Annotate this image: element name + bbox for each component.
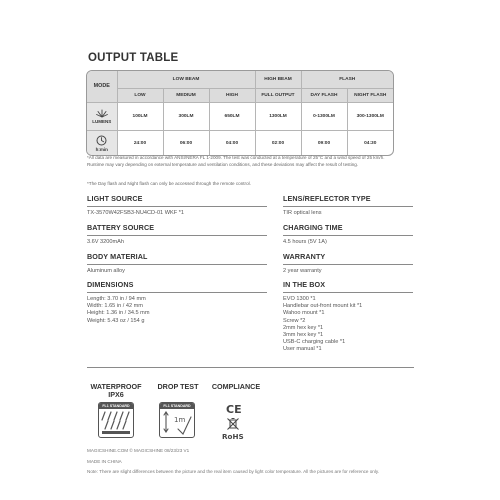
divider (87, 235, 267, 236)
lumens-high: 650LM (209, 102, 255, 130)
lumens-row (87, 102, 393, 130)
box-item: 2mm hex key *1 (283, 324, 324, 331)
drop-test-icon (160, 409, 194, 437)
footnote-flash: *The Day flash and Night flash can only be accessed through the remote control. (87, 181, 251, 186)
spec-value: TX-3570W42FSB3-NU4CD-01 WKF *1 (87, 210, 184, 216)
spec-charging-time (283, 223, 413, 246)
spec-title: IN THE BOX (283, 280, 326, 289)
box-item: USB-C charging cable *1 (283, 339, 346, 346)
spec-title: BATTERY SOURCE (87, 223, 155, 232)
drop-height-label: 1m (174, 416, 186, 424)
divider (87, 206, 267, 207)
runtime-full-output: 02:00 (255, 130, 301, 156)
spec-title: DIMENSIONS (87, 280, 134, 289)
runtime-high: 04:00 (209, 130, 255, 156)
lumens-label: LUMENS (92, 118, 112, 124)
divider (87, 292, 267, 293)
runtime-low: 24:00 (117, 130, 163, 156)
waterproof-band: FL1 STANDARD (99, 403, 133, 409)
section-divider (87, 367, 414, 368)
divider (283, 206, 413, 207)
rain-icon (99, 409, 133, 437)
spec-title: LENS/REFLECTOR TYPE (283, 194, 371, 203)
divider (283, 235, 413, 236)
spec-value-list (283, 296, 413, 354)
divider (283, 292, 413, 293)
spec-dimensions (87, 280, 267, 325)
waterproof-heading (87, 383, 145, 399)
spec-line: Width: 1.65 in / 42 mm (87, 303, 143, 310)
spec-value: Aluminum alloy (87, 268, 125, 274)
spec-line: Height: 1.36 in / 34.5 mm (87, 310, 150, 317)
rohs-mark: RoHS (222, 432, 244, 441)
spec-title: LIGHT SOURCE (87, 194, 143, 203)
drop-test-title: DROP TEST (157, 382, 199, 391)
box-item: User manual *1 (283, 346, 322, 353)
waterproof-rating: IPX6 (108, 390, 124, 399)
runtime-medium: 06:00 (163, 130, 209, 156)
spec-value: 3.6V 3200mAh (87, 239, 125, 245)
lumens-day-flash: 0-1300LM (301, 102, 347, 130)
runtime-day-flash: 09:00 (301, 130, 347, 156)
col-medium: MEDIUM (163, 88, 209, 102)
box-item: Handlebar out-front mount kit *1 (283, 303, 363, 310)
output-table (86, 70, 394, 156)
ce-mark: CE (226, 403, 242, 416)
box-item: Wahoo mount *1 (283, 310, 325, 317)
spec-battery-source (87, 223, 267, 246)
spec-warranty (283, 252, 413, 275)
box-item: EVO 1300 *1 (283, 296, 316, 302)
compliance-title: COMPLIANCE (211, 382, 261, 391)
runtime-row-header (87, 130, 117, 156)
footer-copyright: MAGICSHINE.COM © MAGICSHINE 08/23/23 V1 (87, 448, 190, 453)
spec-lens-reflector (283, 194, 413, 217)
drop-test-badge (159, 402, 195, 438)
footnote-ansi: *All data are measured in accordance with ANSI/NERA FL 1-2009. The test was conducted at a temperature of 25°C and a wind speed of 25 km/h. Runtime may vary depending on external temperature and ventilation conditions, and these deviations may affect the result of testing. (87, 155, 385, 168)
spec-title: CHARGING TIME (283, 223, 343, 232)
lumens-full-output: 1300LM (255, 102, 301, 130)
weee-bin-icon (226, 417, 240, 431)
runtime-row (87, 130, 393, 156)
footer-note: Note: There are slight differences between the picture and the real item caused by light color temperature. All the pictures are for reference only. (87, 469, 380, 474)
col-low: LOW (117, 88, 163, 102)
runtime-label: h:min (95, 147, 108, 153)
col-full-output: FULL OUTPUT (255, 88, 301, 102)
col-high: HIGH (209, 88, 255, 102)
spec-value: TIR optical lens (283, 210, 322, 216)
spec-light-source (87, 194, 267, 217)
spec-value-list (87, 296, 267, 325)
lumens-row-header (87, 102, 117, 130)
runtime-night-flash: 04:30 (347, 130, 393, 156)
group-high-beam: HIGH BEAM (255, 71, 301, 88)
spec-title: WARRANTY (283, 252, 326, 261)
footer-origin: MADE IN CHINA (87, 459, 122, 464)
divider (283, 264, 413, 265)
spec-body-material (87, 252, 267, 275)
drop-test-band: FL1 STANDARD (160, 403, 194, 409)
spec-value: 4.5 hours (5V 1A) (283, 239, 327, 245)
lumens-night-flash: 300-1300LM (347, 102, 393, 130)
waterproof-title: WATERPROOF (90, 382, 142, 391)
col-night-flash: NIGHT FLASH (347, 88, 393, 102)
output-table-title: OUTPUT TABLE (88, 52, 179, 64)
waterproof-badge (98, 402, 134, 438)
clock-icon (96, 135, 107, 146)
light-burst-icon (96, 109, 108, 118)
spec-title: BODY MATERIAL (87, 252, 148, 261)
spec-value: 2 year warranty (283, 268, 322, 274)
spec-line: Length: 3.70 in / 94 mm (87, 296, 146, 302)
col-day-flash: DAY FLASH (301, 88, 347, 102)
lumens-medium: 300LM (163, 102, 209, 130)
box-item: 3mm hex key *1 (283, 332, 324, 339)
divider (87, 264, 267, 265)
group-low-beam: LOW BEAM (117, 71, 255, 88)
lumens-low: 100LM (117, 102, 163, 130)
box-item: Screw *2 (283, 317, 306, 324)
group-flash: FLASH (301, 71, 393, 88)
spec-line: Weight: 5.43 oz / 154 g (87, 317, 145, 324)
spec-in-the-box (283, 280, 413, 354)
mode-header: MODE (87, 71, 117, 102)
